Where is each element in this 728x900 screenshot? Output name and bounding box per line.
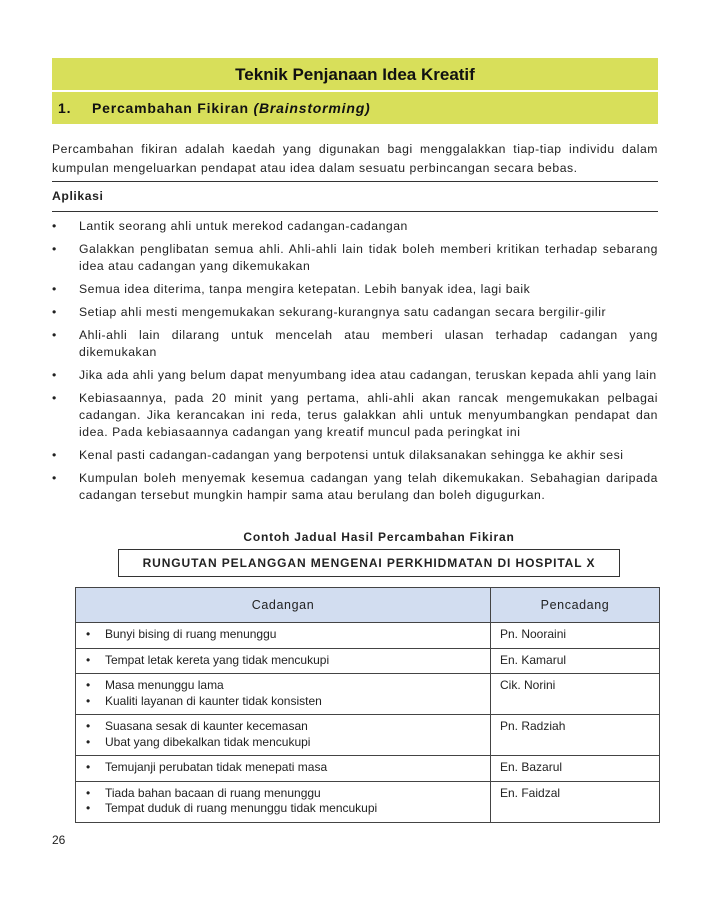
table-row	[76, 623, 660, 649]
section-title-italic: (Brainstorming)	[253, 100, 371, 116]
bullet-icon: •	[52, 368, 57, 382]
list-item-text: Kenal pasti cadangan-cadangan yang berpotensi untuk dilaksanakan sehingga ke akhir sesi	[79, 448, 624, 462]
bullet-icon: •	[86, 652, 91, 667]
cadangan-item	[82, 760, 484, 776]
list-item	[52, 241, 658, 275]
table-row	[76, 781, 660, 822]
header-cadangan: Cadangan	[76, 588, 491, 623]
divider	[52, 181, 658, 182]
list-item-text: Kebiasaannya, pada 20 minit yang pertama, ahli-ahli akan rancak mengemukakan pelbagai cadangan. Jika kerancakan ini reda, terus galakkan ahli untuk menyumbangkan pendapat dan idea. Pada kebiasaannya cadangan yang kreatif muncul pada peringkat ini	[79, 391, 658, 439]
list-item	[52, 470, 658, 504]
cadangan-text: Masa menunggu lama	[105, 678, 224, 692]
cadangan-item	[82, 627, 484, 643]
cadangan-text: Suasana sesak di kaunter kecemasan	[105, 719, 308, 733]
cadangan-text: Tiada bahan bacaan di ruang menunggu	[105, 785, 321, 800]
cadangan-cell	[76, 715, 491, 756]
pencadang-cell: Cik. Norini	[491, 674, 660, 715]
header-pencadang: Pencadang	[491, 588, 660, 623]
cadangan-text: Tempat letak kereta yang tidak mencukupi	[105, 652, 330, 667]
list-item-text: Galakkan penglibatan semua ahli. Ahli-ahli lain tidak boleh memberi kritikan terhadap sebarang idea atau cadangan yang dikemukakan	[79, 242, 658, 273]
intro-paragraph: Percambahan fikiran adalah kaedah yang digunakan bagi menggalakkan tiap-tiap individu dalam kumpulan mengeluarkan pendapat atau idea dalam sesuatu perbincangan secara bebas.	[52, 142, 658, 175]
cadangan-text: Ubat yang dibekalkan tidak mencukupi	[105, 734, 311, 749]
cadangan-item	[82, 653, 484, 669]
section-number: 1.	[58, 100, 72, 116]
bullet-icon: •	[52, 471, 57, 485]
cadangan-text: Tempat duduk di ruang menunggu tidak mencukupi	[105, 801, 378, 815]
bullet-icon: •	[52, 328, 57, 342]
aplikasi-list	[52, 218, 658, 510]
pencadang-cell: En. Kamarul	[491, 648, 660, 674]
table-row	[76, 756, 660, 782]
bullet-icon: •	[52, 219, 57, 233]
list-item	[52, 390, 658, 441]
divider	[52, 211, 658, 212]
cadangan-cell	[76, 756, 491, 782]
pencadang-cell: En. Faidzal	[491, 781, 660, 822]
list-item-text: Lantik seorang ahli untuk merekod cadangan-cadangan	[79, 219, 408, 233]
list-item	[52, 327, 658, 361]
bullet-icon: •	[52, 282, 57, 296]
list-item	[52, 447, 658, 464]
bullet-icon: •	[86, 801, 91, 815]
cadangan-cell	[76, 674, 491, 715]
bullet-icon: •	[86, 734, 91, 749]
cadangan-item	[82, 694, 484, 710]
pencadang-cell: Pn. Radziah	[491, 715, 660, 756]
page-number: 26	[52, 833, 66, 847]
bullet-icon: •	[52, 448, 57, 462]
table-row	[76, 648, 660, 674]
list-item-text: Jika ada ahli yang belum dapat menyumbang idea atau cadangan, teruskan kepada ahli yang lain	[79, 368, 657, 382]
cadangan-text: Kualiti layanan di kaunter tidak konsisten	[105, 693, 322, 708]
bullet-icon: •	[86, 760, 91, 774]
bullet-icon: •	[86, 719, 91, 733]
list-item	[52, 367, 658, 384]
bullet-icon: •	[86, 678, 91, 692]
aplikasi-heading: Aplikasi	[52, 189, 104, 203]
list-item	[52, 281, 658, 298]
section-title	[92, 92, 371, 124]
table-header-row	[76, 588, 660, 623]
table-caption: Contoh Jadual Hasil Percambahan Fikiran	[243, 530, 515, 544]
pencadang-cell: Pn. Nooraini	[491, 623, 660, 649]
table-title: RUNGUTAN PELANGGAN MENGENAI PERKHIDMATAN DI HOSPITAL X	[118, 549, 620, 577]
list-item-text: Semua idea diterima, tanpa mengira ketepatan. Lebih banyak idea, lagi baik	[79, 282, 531, 296]
bullet-icon: •	[86, 627, 91, 641]
list-item	[52, 304, 658, 321]
bullet-icon: •	[52, 305, 57, 319]
cadangan-item	[82, 735, 484, 751]
list-item-text: Setiap ahli mesti mengemukakan sekurang-kurangnya satu cadangan secara bergilir-gilir	[79, 305, 607, 319]
list-item	[52, 218, 658, 235]
pencadang-cell: En. Bazarul	[491, 756, 660, 782]
list-item-text: Kumpulan boleh menyemak kesemua cadangan yang telah dikemukakan. Sebahagian daripada cadangan tersebut mungkin hampir sama atau berulang dan boleh digugurkan.	[79, 471, 658, 502]
bullet-icon: •	[86, 693, 91, 708]
bullet-icon: •	[86, 785, 91, 800]
page-title: Teknik Penjanaan Idea Kreatif	[52, 58, 658, 90]
cadangan-cell	[76, 648, 491, 674]
cadangan-cell	[76, 623, 491, 649]
section-heading	[52, 92, 658, 124]
cadangan-item	[82, 786, 484, 802]
cadangan-cell	[76, 781, 491, 822]
cadangan-text: Temujanji perubatan tidak menepati masa	[105, 760, 328, 774]
bullet-icon: •	[52, 391, 57, 405]
cadangan-text: Bunyi bising di ruang menunggu	[105, 627, 277, 641]
cadangan-item	[82, 801, 484, 817]
section-title-main: Percambahan Fikiran	[92, 100, 254, 116]
cadangan-item	[82, 678, 484, 694]
table-row	[76, 715, 660, 756]
suggestion-table	[75, 587, 660, 823]
cadangan-item	[82, 719, 484, 735]
list-item-text: Ahli-ahli lain dilarang untuk mencelah atau memberi ulasan terhadap cadangan yang dikemukakan	[79, 328, 658, 359]
bullet-icon: •	[52, 242, 57, 256]
table-row	[76, 674, 660, 715]
